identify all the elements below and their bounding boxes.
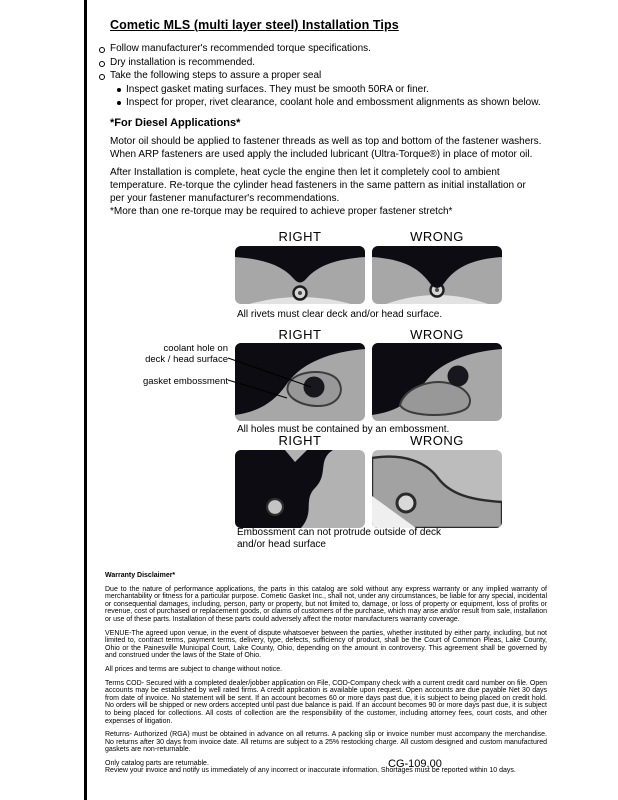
- open-bullet-icon: [99, 61, 105, 67]
- list-item-text: Inspect for proper, rivet clearance, coolant hole and embossment alignments as shown below.: [126, 97, 541, 108]
- disclaimer-paragraph: VENUE-The agreed upon venue, in the event of dispute whatsoever between the parties, whether instituted by either party, including, but not limited to, contract terms, payment terms, delivery, type, defects, sufficiency of product, shall be the Court of Common Pleas, Lake County, Ohio or the Painesville Municipal Court, Lake County, Ohio, depending on the amount in controversy. This agreement shall be governed by and construed under the laws of the State of Ohio.: [105, 629, 547, 660]
- callout-text: deck / head surface: [145, 354, 228, 365]
- disclaimer-paragraph: Due to the nature of performance applications, the parts in this catalog are sold without any express warranty or any implied warranty of merchantability or fitness for a particular purpose. Cometic Gasket Inc., shall not, under any circumstances, be liable for any special, incidental or consequential damages, including, person, party or property, but not limited to, damage, or loss of property or equipment, loss of profits or revenue, cost of purchased or replacement goods, or claims of customers of the purchase, which may arise and/or result from sale, installation or use of these parts. Installation of these parts could adversely affect the motor manufacturers warranty coverage.: [105, 585, 547, 623]
- disclaimer-paragraph: All prices and terms are subject to change without notice.: [105, 665, 283, 673]
- diesel-applications-heading: *For Diesel Applications*: [110, 117, 241, 129]
- rivet-wrong-illustration: [372, 246, 502, 304]
- wrong-column-header: WRONG: [410, 433, 464, 448]
- list-item-text: Inspect gasket mating surfaces. They must be smooth 50RA or finer.: [126, 83, 429, 95]
- diagram-caption: All holes must be contained by an embossment.: [237, 424, 450, 435]
- diagram-rivet-right: [235, 246, 365, 304]
- right-column-header: RIGHT: [278, 433, 322, 448]
- wrong-column-header: WRONG: [410, 327, 464, 342]
- list-item-text: Take the following steps to assure a proper seal: [110, 70, 322, 81]
- page-left-rule: [84, 0, 87, 800]
- list-item: [99, 70, 544, 83]
- installation-tips-list: [99, 43, 544, 111]
- embossment-wrong-illustration: [372, 343, 502, 421]
- diagram-rivet-wrong: [372, 246, 502, 304]
- right-column-header: RIGHT: [278, 327, 322, 342]
- diesel-paragraph: Motor oil should be applied to fastener threads as well as top and bottom of the fastener washers. When ARP fasteners are used apply the included lubricant (Ultra-Torque®) in place of motor oil.: [110, 136, 542, 160]
- list-item: [99, 43, 544, 56]
- callout-text: coolant hole on: [163, 343, 228, 354]
- embossment-right-illustration: [235, 343, 365, 421]
- open-bullet-icon: [99, 74, 105, 80]
- disclaimer-paragraph: Returns- Authorized (RGA) must be obtained in advance on all returns. A packing slip or invoice number must accompany the merchandise. No returns after 30 days from invoice date. All returns are subject to a 25% restocking charge. All custom designed and custom manufactured gaskets are non-returnable.: [105, 731, 547, 754]
- filled-bullet-icon: [117, 101, 121, 105]
- retorque-note: *More than one re-torque may be required to achieve proper fastener stretch*: [110, 206, 453, 217]
- list-item-text: Follow manufacturer's recommended torque specifications.: [110, 43, 371, 54]
- disclaimer-paragraph: Terms COD- Secured with a completed dealer/jobber application on File, COD-Company check with a current credit card number on file. Open accounts may be established by well rated firms. A credit application is available upon request. Open accounts are due payable Net 30 days from date of invoice. No statement will be sent. If an account becomes 60 or more days past due, it is subject to being placed on credit hold. No orders will be shipped or new orders accepted until past due balance is paid. If an account becomes 90 or more days past due, it is subject to being placed for collections. All costs of collection are the responsibility of the customer, including attorney fees, court costs, and other expenses of litigation.: [105, 679, 547, 725]
- list-item: [117, 84, 544, 97]
- right-column-header: RIGHT: [278, 229, 322, 244]
- warranty-disclaimer: [105, 572, 547, 775]
- filled-bullet-icon: [117, 88, 121, 92]
- list-item-text: Dry installation is recommended.: [110, 56, 256, 68]
- diagram-protrusion-wrong: [372, 450, 502, 528]
- diagram-caption: Embossment can not protrude outside of deck and/or head surface: [237, 527, 442, 550]
- diagram-caption: All rivets must clear deck and/or head surface.: [237, 309, 443, 320]
- diagram-protrusion-right: [235, 450, 365, 528]
- protrusion-wrong-illustration: [372, 450, 502, 528]
- page-title: Cometic MLS (multi layer steel) Installation Tips: [110, 18, 399, 32]
- open-bullet-icon: [99, 47, 105, 53]
- protrusion-right-illustration: [235, 450, 365, 528]
- disclaimer-heading: Warranty Disclaimer*: [105, 572, 176, 579]
- disclaimer-paragraph: Only catalog parts are returnable.: [105, 759, 209, 767]
- coolant-hole-callout: [98, 343, 228, 365]
- diesel-paragraph: After Installation is complete, heat cycle the engine then let it completely cool to ambient temperature. Re-torque the cylinder head fasteners in the same pattern as initial installation or per your fastener manufacturer's recommendations.: [110, 167, 526, 204]
- list-item: [99, 57, 544, 70]
- diagram-embossment-wrong: [372, 343, 502, 421]
- wrong-column-header: WRONG: [410, 229, 464, 244]
- document-number: CG-109.00: [388, 758, 442, 770]
- diagram-embossment-right: [235, 343, 365, 421]
- gasket-embossment-callout: gasket embossment: [142, 376, 228, 387]
- rivet-right-illustration: [235, 246, 365, 304]
- disclaimer-paragraph: Review your invoice and notify us immediately of any incorrect or inaccurate information. Shortages must be reported within 10 days.: [105, 767, 516, 775]
- list-item: [117, 97, 544, 110]
